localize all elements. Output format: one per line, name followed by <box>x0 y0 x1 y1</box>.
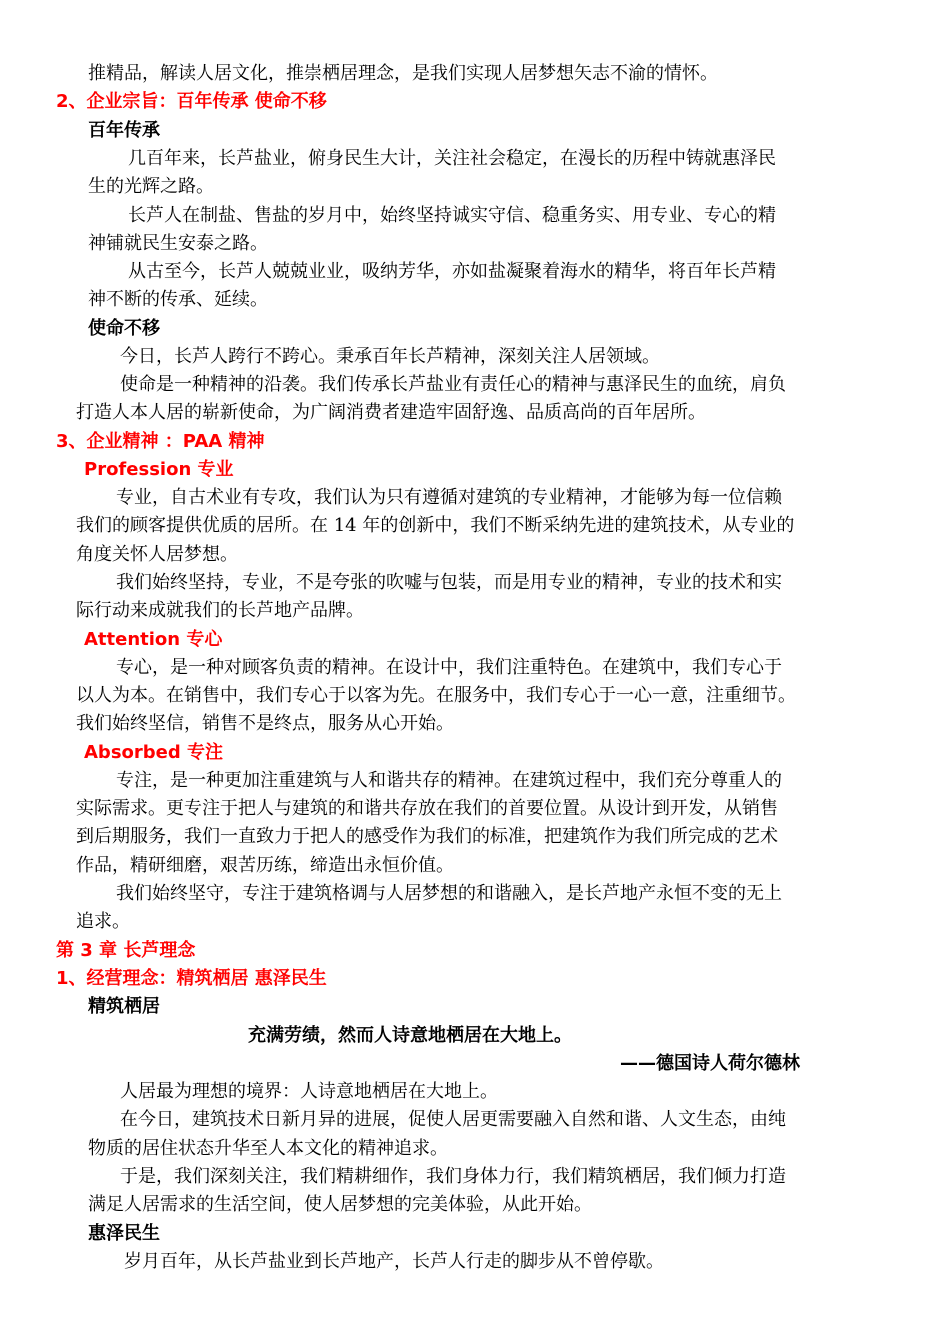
text-line: 生的光辉之路。 <box>88 176 214 197</box>
text-line: 在今日，建筑技术日新月异的进展，促使人居更需要融入自然和谐、人文生态，由纯 <box>120 1109 786 1130</box>
subheading-attention: Attention 专心 <box>84 629 223 650</box>
text-line: 角度关怀人居梦想。 <box>76 544 238 565</box>
text-line: 人居最为理想的境界：人诗意地栖居在大地上。 <box>120 1081 498 1102</box>
text-line: 今日，长芦人跨行不跨心。秉承百年长芦精神，深刻关注人居领域。 <box>120 346 660 367</box>
text-line: 推精品，解读人居文化，推崇栖居理念，是我们实现人居梦想矢志不渝的情怀。 <box>88 63 718 84</box>
text-line: 专业，自古术业有专攻，我们认为只有遵循对建筑的专业精神，才能够为每一位信赖 <box>116 487 782 508</box>
text-line: 岁月百年，从长芦盐业到长芦地产，长芦人行走的脚步从不曾停歇。 <box>124 1251 664 1272</box>
subheading-dwelling: 精筑栖居 <box>88 996 160 1017</box>
text-line: 实际需求。更专注于把人与建筑的和谐共存放在我们的首要位置。从设计到开发，从销售 <box>76 798 778 819</box>
text-line: 追求。 <box>76 911 130 932</box>
text-line: 到后期服务，我们一直致力于把人的感受作为我们的标准，把建筑作为我们所完成的艺术 <box>76 826 778 847</box>
section-heading-spirit: 3、企业精神 ：PAA 精神 <box>56 431 265 452</box>
text-line: 专心，是一种对顾客负责的精神。在设计中，我们注重特色。在建筑中，我们专心于 <box>116 657 782 678</box>
text-line: 我们始终坚信，销售不是终点，服务从心开始。 <box>76 713 454 734</box>
text-line: 以人为本。在销售中，我们专心于以客为先。在服务中，我们专心于一心一意，注重细节。 <box>76 685 796 706</box>
text-line: 物质的居住状态升华至人本文化的精神追求。 <box>88 1138 448 1159</box>
text-line: 打造人本人居的崭新使命，为广阔消费者建造牢固舒逸、品质高尚的百年居所。 <box>76 402 706 423</box>
quote-text: 充满劳绩，然而人诗意地栖居在大地上。 <box>248 1025 572 1046</box>
text-line: 几百年来，长芦盐业，俯身民生大计，关注社会稳定，在漫长的历程中铸就惠泽民 <box>128 148 776 169</box>
text-line: 于是，我们深刻关注，我们精耕细作，我们身体力行，我们精筑栖居，我们倾力打造 <box>120 1166 786 1187</box>
text-line: 专注，是一种更加注重建筑与人和谐共存的精神。在建筑过程中，我们充分尊重人的 <box>116 770 782 791</box>
section-heading-concept: 1、经营理念：精筑栖居 惠泽民生 <box>56 968 327 989</box>
text-line: 我们始终坚持，专业，不是夸张的吹嘘与包装，而是用专业的精神，专业的技术和实 <box>116 572 782 593</box>
chapter-heading: 第 3 章 长芦理念 <box>56 940 196 961</box>
subheading-profession: Profession 专业 <box>84 459 234 480</box>
subheading-mission: 使命不移 <box>88 318 160 339</box>
text-line: 际行动来成就我们的长芦地产品牌。 <box>76 600 364 621</box>
text-line: 使命是一种精神的沿袭。我们传承长芦盐业有责任心的精神与惠泽民生的血统，肩负 <box>120 374 786 395</box>
text-line: 神铺就民生安泰之路。 <box>88 233 268 254</box>
text-line: 从古至今，长芦人兢兢业业，吸纳芳华，亦如盐凝聚着海水的精华，将百年长芦精 <box>128 261 776 282</box>
section-heading-purpose: 2、企业宗旨：百年传承 使命不移 <box>56 91 327 112</box>
subheading-heritage: 百年传承 <box>88 120 160 141</box>
text-line: 作品，精研细磨，艰苦历练，缔造出永恒价值。 <box>76 855 454 876</box>
text-line: 满足人居需求的生活空间，使人居梦想的完美体验，从此开始。 <box>88 1194 592 1215</box>
text-line: 我们始终坚守，专注于建筑格调与人居梦想的和谐融入，是长芦地产永恒不变的无上 <box>116 883 782 904</box>
subheading-benefit: 惠泽民生 <box>88 1223 160 1244</box>
text-line: 我们的顾客提供优质的居所。在 14 年的创新中，我们不断采纳先进的建筑技术，从专业的 <box>76 515 795 536</box>
text-line: 长芦人在制盐、售盐的岁月中，始终坚持诚实守信、稳重务实、用专业、专心的精 <box>128 205 776 226</box>
subheading-absorbed: Absorbed 专注 <box>84 742 224 763</box>
text-line: 神不断的传承、延续。 <box>88 289 268 310</box>
quote-author: ——德国诗人荷尔德林 <box>620 1053 800 1074</box>
